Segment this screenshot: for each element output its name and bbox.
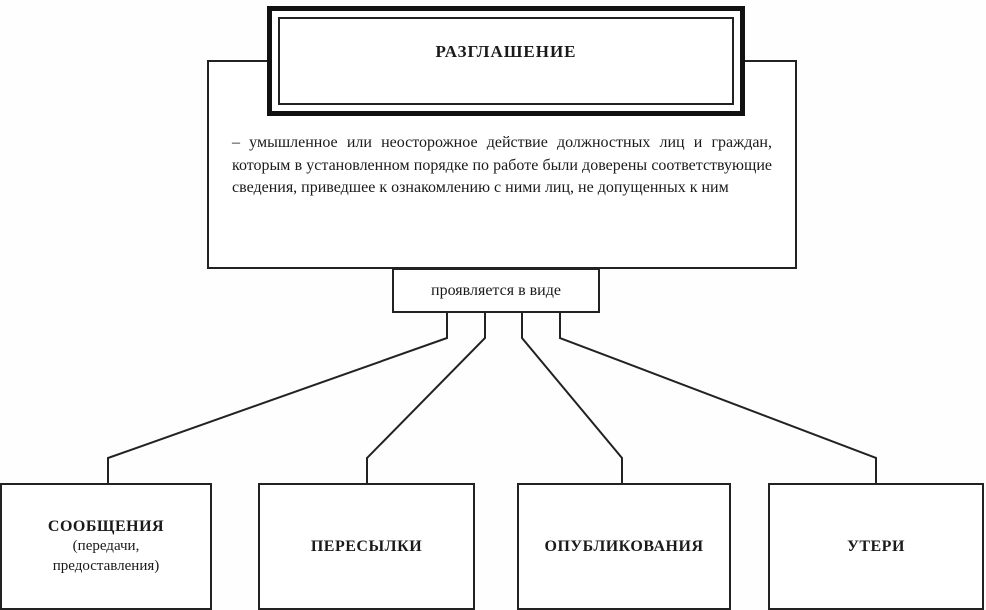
diagram-title: РАЗГЛАШЕНИЕ [435,42,577,61]
form-box-messages-content [48,518,164,576]
form-title: ОПУБЛИКОВАНИЯ [544,537,704,555]
connector-line-1 [108,313,447,483]
connector-line-2 [367,313,485,483]
definition-text: – умышленное или неосторожное действие должностных лиц и граждан, которым в установленном порядке по работе были доверены соответствующие сведения, приведшее к ознакомлению с ними лиц, не допущенных к ним [232,134,772,196]
form-box-forwarding [258,483,475,610]
form-box-loss [768,483,984,610]
form-title: УТЕРИ [847,537,905,555]
connector-label: проявляется в виде [431,281,561,299]
form-subtitle-line: предоставления) [52,557,160,574]
connector-label-box [392,268,600,313]
form-title: СООБЩЕНИЯ [47,517,165,535]
form-box-messages [0,483,212,610]
connector-line-4 [560,313,876,483]
form-subtitle-line: (передачи, [72,537,140,554]
form-title: ПЕРЕСЫЛКИ [310,537,423,555]
form-box-publication [517,483,731,610]
connector-line-3 [522,313,622,483]
